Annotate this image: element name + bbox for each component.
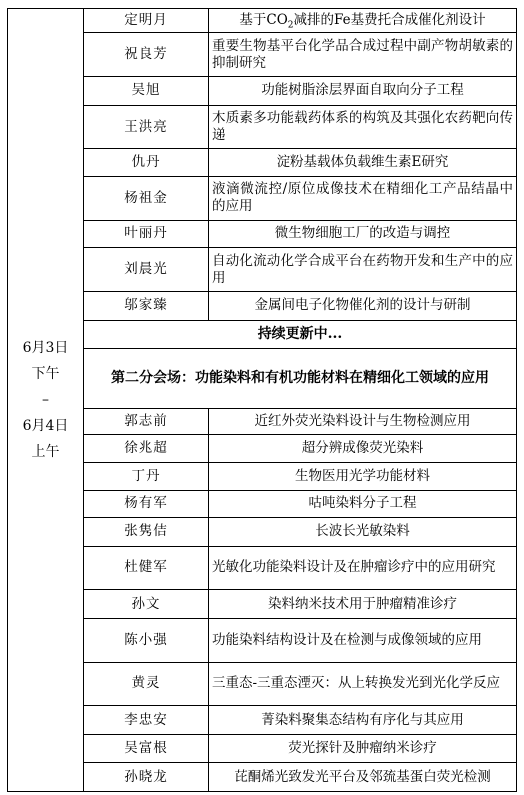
table-row [8,292,517,321]
time-line: 下午 [31,366,60,382]
talk-topic: 重要生物基平台化学品合成过程中副产物胡敏素的抑制研究 [209,33,517,77]
table-row [8,33,517,77]
speaker-name: 刘晨光 [84,248,209,292]
table-row [8,518,517,547]
speaker-name: 杨祖金 [84,176,209,220]
table-row [8,463,517,490]
speaker-name: 郭志前 [84,409,209,434]
table-row [8,248,517,292]
speaker-name: 杜健军 [84,546,209,590]
table-row [8,734,517,763]
talk-topic: 基于$CO_2$减排的Fe基费托合成催化剂设计 [209,9,517,33]
speaker-name: 孙文 [84,590,209,619]
speaker-name: 丁丹 [84,463,209,490]
time-cell [8,9,84,792]
speaker-name: 陈小强 [84,618,209,662]
talk-topic: 功能树脂涂层界面自取向分子工程 [209,77,517,106]
time-line: 6月3日 [22,340,69,356]
talk-topic: 自动化流动化学合成平台在药物开发和生产中的应用 [209,248,517,292]
session-title: 第二分会场：功能染料和有机功能材料在精细化工领域的应用 [84,349,517,409]
talk-topic: 淀粉基载体负载维生素E研究 [209,149,517,176]
talk-topic: 生物医用光学功能材料 [209,463,517,490]
talk-topic: 超分辨成像荧光染料 [209,434,517,463]
speaker-name: 吴富根 [84,734,209,763]
time-line: – [42,392,49,408]
updating-note: 持续更新中... [84,320,517,349]
speaker-name: 祝良芳 [84,33,209,77]
talk-topic: 染料纳米技术用于肿瘤精准诊疗 [209,590,517,619]
talk-topic: 近红外荧光染料设计与生物检测应用 [209,409,517,434]
talk-topic: 长波长光敏染料 [209,518,517,547]
table-row [8,706,517,735]
table-row [8,763,517,792]
table-row [8,409,517,434]
speaker-name: 叶丽丹 [84,220,209,247]
speaker-name: 仇丹 [84,149,209,176]
time-line: 6月4日 [22,418,69,434]
speaker-name: 邬家臻 [84,292,209,321]
talk-topic: 金属间电子化物催化剂的设计与研制 [209,292,517,321]
speaker-name: 李忠安 [84,706,209,735]
speaker-name: 杨有军 [84,490,209,517]
talk-topic: 荧光探针及肿瘤纳米诊疗 [209,734,517,763]
talk-topic: 三重态-三重态湮灭：从上转换发光到光化学反应 [209,662,517,706]
table-row [8,618,517,662]
table-row [8,9,517,33]
speaker-name: 黄灵 [84,662,209,706]
talk-topic: 咕吨染料分子工程 [209,490,517,517]
speaker-name: 张隽佶 [84,518,209,547]
table-row [8,176,517,220]
talk-topic: 微生物细胞工厂的改造与调控 [209,220,517,247]
talk-topic: 液滴微流控/原位成像技术在精细化工产品结晶中的应用 [209,176,517,220]
talk-topic: 光敏化功能染料设计及在肿瘤诊疗中的应用研究 [209,546,517,590]
speaker-name: 吴旭 [84,77,209,106]
talk-topic: 菁染料聚集态结构有序化与其应用 [209,706,517,735]
table-row [8,349,517,409]
speaker-name: 孙晓龙 [84,763,209,792]
schedule-table [7,8,517,792]
table-row [8,434,517,463]
table-row [8,590,517,619]
table-row [8,320,517,349]
table-row [8,662,517,706]
speaker-name: 定明月 [84,9,209,33]
time-line: 上午 [31,444,60,460]
speaker-name: 徐兆超 [84,434,209,463]
talk-topic: 功能染料结构设计及在检测与成像领域的应用 [209,618,517,662]
table-row [8,220,517,247]
table-row [8,149,517,176]
talk-topic: 木质素多功能载药体系的构筑及其强化农药靶向传递 [209,105,517,149]
table-row [8,546,517,590]
table-row [8,77,517,106]
table-row [8,490,517,517]
speaker-name: 王洪亮 [84,105,209,149]
table-row [8,105,517,149]
talk-topic: 芘酮烯光致发光平台及邻巯基蛋白荧光检测 [209,763,517,792]
